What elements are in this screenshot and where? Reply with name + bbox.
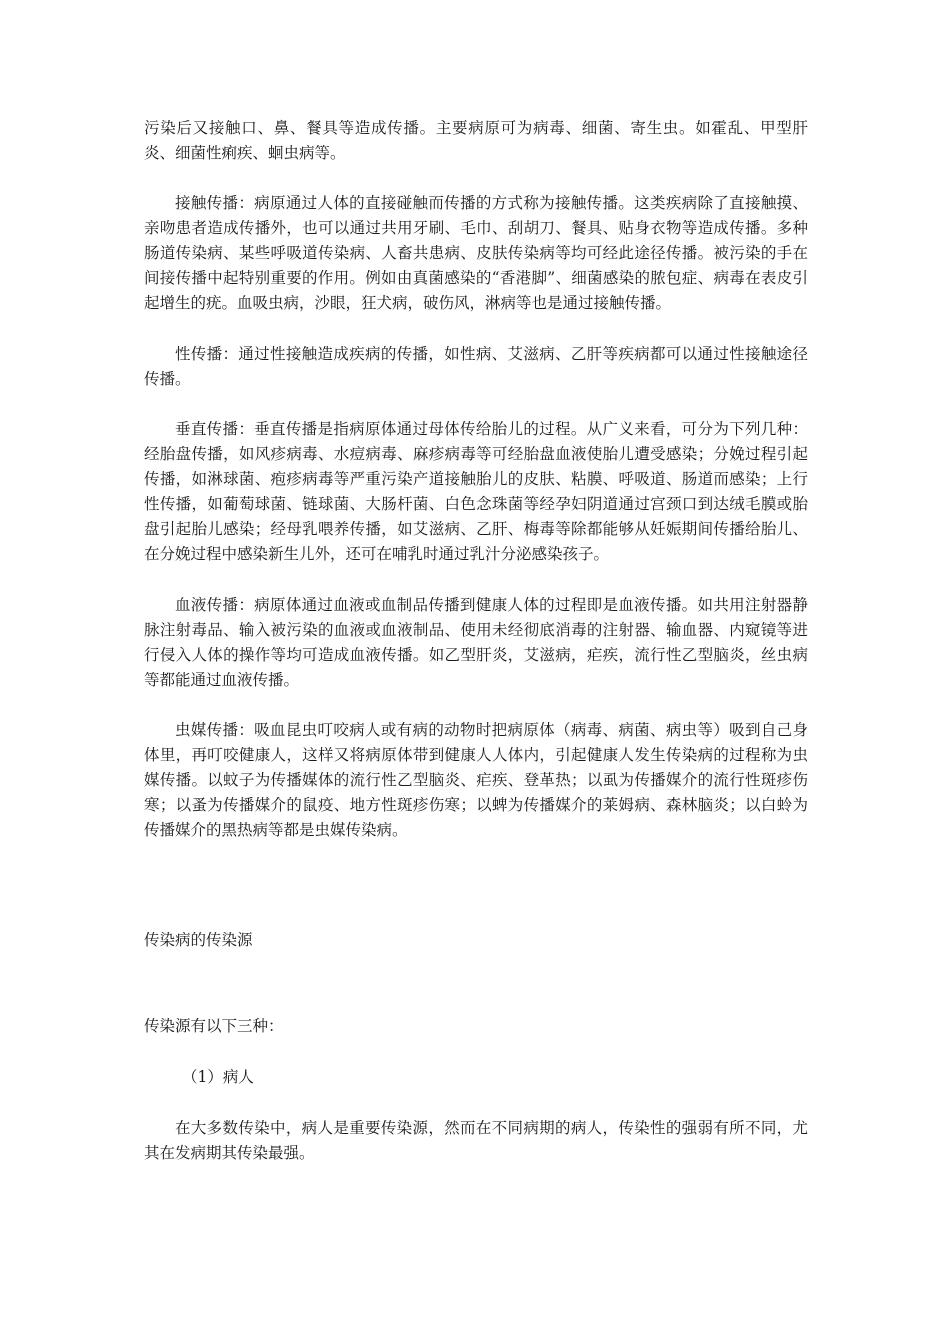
paragraph-blood-transmission: 血液传播：病原体通过血液或血制品传播到健康人体的过程即是血液传播。如共用注射器静脉注射毒品、输入被污染的血液或血液制品、使用未经彻底消毒的注射器、输血器、内窥镜等进行侵入人体的操作等均可造成血液传播。如乙型肝炎，艾滋病，疟疾，流行性乙型脑炎，丝虫病等都能通过血液传播。: [144, 596, 808, 689]
paragraph-vector-transmission: 虫媒传播：吸血昆虫叮咬病人或有病的动物时把病原体（病毒、病菌、病虫等）吸到自己身体里，再叮咬健康人，这样又将病原体带到健康人人体内，引起健康人发生传染病的过程称为虫媒传播。以蚊子为传播媒体的流行性乙型脑炎、疟疾、登革热；以虱为传播媒介的流行性斑疹伤寒；以蚤为传播媒介的鼠疫、地方性斑疹伤寒；以蜱为传播媒介的莱姆病、森林脑炎；以白蛉为传播媒介的黑热病等都是虫媒传染病。: [144, 721, 808, 839]
paragraph-continuation: 污染后又接触口、鼻、餐具等造成传播。主要病原可为病毒、细菌、寄生虫。如霍乱、甲型肝炎、细菌性痢疾、蛔虫病等。: [144, 119, 808, 162]
paragraph-vertical-transmission: 垂直传播：垂直传播是指病原体通过母体传给胎儿的过程。从广义来看，可分为下列几种：经胎盘传播，如风疹病毒、水痘病毒、麻疹病毒等可经胎盘血液使胎儿遭受感染；分娩过程引起传播，如淋球菌、疱疹病毒等严重污染产道接触胎儿的皮肤、粘膜、呼吸道、肠道而感染；上行性传播，如葡萄球菌、链球菌、大肠杆菌、白色念珠菌等经孕妇阴道通过宫颈口到达绒毛膜或胎盘引起胎儿感染；经母乳喂养传播，如艾滋病、乙肝、梅毒等除都能够从妊娠期间传播给胎儿、在分娩过程中感染新生儿外，还可在哺乳时通过乳汁分泌感染孩子。: [144, 420, 808, 563]
section-heading-infection-source: 传染病的传染源: [144, 931, 253, 949]
list-item-label-patient: （1）病人: [182, 1068, 254, 1086]
paragraph-contact-transmission: 接触传播：病原通过人体的直接碰触而传播的方式称为接触传播。这类疾病除了直接触摸、亲吻患者造成传播外，也可以通过共用牙刷、毛巾、刮胡刀、餐具、贴身衣物等造成传播。多种肠道传染病、某些呼吸道传染病、人畜共患病、皮肤传染病等均可经此途径传播。被污染的手在间接传播中起特别重要的作用。例如由真菌感染的“香港脚”、细菌感染的脓包症、病毒在表皮引起增生的疣。血吸虫病，沙眼，狂犬病，破伤风，淋病等也是通过接触传播。: [144, 194, 808, 312]
paragraph-sexual-transmission: 性传播：通过性接触造成疾病的传播，如性病、艾滋病、乙肝等疾病都可以通过性接触途径传播。: [144, 345, 808, 388]
document-body: [144, 116, 808, 1166]
paragraph-source-intro: 传染源有以下三种：: [144, 1017, 284, 1035]
paragraph-patient-description: 在大多数传染中，病人是重要传染源，然而在不同病期的病人，传染性的强弱有所不同，尤其在发病期其传染最强。: [144, 1119, 808, 1162]
